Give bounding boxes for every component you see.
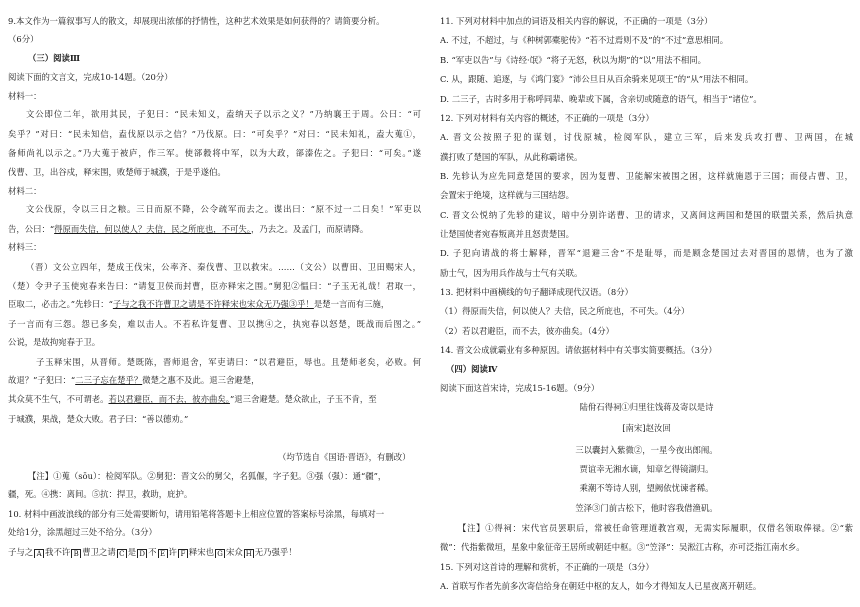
right-line [440, 541, 853, 553]
option-text: 是 [127, 547, 137, 557]
left-line [8, 71, 421, 83]
right-line [440, 382, 853, 394]
left-line [8, 488, 421, 500]
option-box[interactable]: H [245, 550, 252, 558]
line-text: A. 首联写作者先前多次寄信给身在朝廷中枢的友人，如今才得知友人已星夜离开朝廷。 [440, 581, 762, 591]
line-text: 9.本文作为一篇叙事写人的散文，却展现出浓郁的抒情性，这种艺术效果是如何获得的？请简要分析。 [8, 16, 385, 26]
line-text: 13. 把材料中画横线的句子翻译成现代汉语。（8分） [440, 287, 633, 297]
right-line [440, 131, 853, 143]
line-text: 阅读下面的文言文，完成10-14题。（20分） [8, 72, 173, 82]
line-text: 材料一： [8, 91, 42, 101]
left-line [8, 336, 421, 348]
line-text: 10. 材料中画波浪线的部分有三处需要断句，请用铅笔将答题卡上相应位置的答案标号涂黑，每填对一 [8, 509, 385, 519]
underlined-sentence: 二三子忘在楚乎？ [75, 375, 143, 385]
line-text: 材料二： [8, 186, 42, 196]
right-line [446, 363, 853, 375]
line-text: 14. 晋文公成就霸业有多种原因。请依据材料中有关事实简要概括。（3分） [440, 345, 717, 355]
line-text: 臣取二，必击之。”先轸曰：“ [8, 299, 113, 309]
line-text: 处给1分，涂黑超过三处不给分。（3分） [8, 527, 157, 537]
left-line [8, 15, 421, 27]
line-text: 15. 下列对这首诗的理解和赏析，不正确的一项是（3分） [440, 562, 654, 572]
option-box[interactable]: C [117, 549, 127, 558]
line-text: 文公伐原，令以三日之粮。三日而原不降，公令疏军而去之。谍出曰：“原不过一二日矣！”军吏以 [26, 204, 421, 214]
line-tail: 微楚之惠不及此。退三舍避楚， [142, 375, 260, 385]
line-text: A. 晋文公按照子犯的谋划，讨伐原城，检阅军队，建立三军，后来发兵攻打曹、卫两国，在城 [440, 132, 853, 142]
option-text: 宋众 [226, 547, 243, 557]
line-text: 贾谊幸无湘水谪，知章乞得镜湖归。 [579, 464, 714, 474]
left-line [8, 185, 421, 197]
right-line [440, 170, 853, 182]
line-text: C. 晋文公悦纳了先轸的建议，暗中分别许诺曹、卫的请求，又离间这两国和楚国的联盟关系，然后执意 [440, 210, 853, 220]
line-text: 励士气，因为用兵作战与士气有关联。 [440, 268, 583, 278]
right-line [440, 463, 853, 475]
left-line [8, 241, 421, 253]
right-line [440, 482, 853, 494]
line-text: （四）阅读Ⅳ [446, 364, 498, 374]
left-line [8, 166, 421, 178]
line-tail: ”退三舍避楚。楚众欲止，子玉不肯，至 [229, 394, 377, 404]
left-line [8, 33, 421, 45]
left-line [26, 108, 421, 120]
option-box[interactable]: A [34, 549, 44, 558]
option-text: 无乃强乎！ [254, 547, 297, 557]
option-box[interactable]: D [137, 549, 147, 558]
right-line [440, 401, 853, 413]
left-line [278, 451, 421, 463]
right-line [440, 305, 853, 317]
left-line [28, 470, 421, 482]
line-text: 备师尚礼以示之。”乃大蒐于被庐，作三军。使郤縠将中军，以为大政，郤溱佐之。子犯曰：“可矣。”遂 [8, 148, 421, 158]
right-line [440, 502, 853, 514]
line-text: 微”：代指紫微垣，星象中象征帝王居所或朝廷中枢。③“笠泽”：吴淞江古称，亦可泛指江南水乡。 [440, 542, 805, 552]
left-line [8, 128, 421, 140]
option-box[interactable]: E [158, 549, 168, 558]
answer-options-line [8, 546, 421, 558]
line-text: 阅读下面这首宋诗，完成15-16题。（9分） [440, 383, 600, 393]
line-tail: ，乃去之。及孟门，而原请降。 [250, 224, 369, 234]
line-text: B. “军吏以告”与《诗经·氓》“将子无怒，秋以为期”的“以”用法不相同。 [440, 55, 706, 65]
line-text: 三以囊封入紫微②，一星今夜出郎闱。 [575, 445, 718, 455]
line-text: 子一言而有三怨。怨已多矣，难以击人。不若私许复曹、卫以携④之，执宛春以怒楚，既战而后图之。” [8, 319, 421, 329]
line-text: 11. 下列对材料中加点的词语及相关内容的解说，不正确的一项是（3分） [440, 16, 713, 26]
underlined-sentence: 若以君避臣，而不去，彼亦曲矣。 [108, 394, 230, 404]
right-line [440, 444, 853, 456]
line-text: 让楚国使者宛春叛离并且怒责楚国。 [440, 229, 574, 239]
left-line [26, 203, 421, 215]
left-line [8, 413, 421, 425]
line-text: （楚）令尹子玉使宛春来告曰：“请复卫侯而封曹，臣亦释宋之围。”舅犯②愠曰：“子玉无礼哉！君取一， [8, 281, 421, 291]
line-text: 濮打败了楚国的军队，从此称霸诸侯。 [440, 152, 583, 162]
right-line [440, 93, 853, 105]
right-line [440, 344, 853, 356]
line-text: 乘潮不等诗人别，望阙依忧谏者稀。 [579, 483, 714, 493]
line-text: 文公即位二年，欲用其民，子犯曰：“民未知义，盍纳天子以示之义？”乃纳襄王于周。公曰：“可 [26, 109, 421, 119]
line-text: 故退？”子犯曰：“ [8, 375, 76, 385]
right-line [440, 209, 853, 221]
left-line [26, 261, 421, 273]
right-line [440, 34, 853, 46]
left-line [8, 393, 421, 405]
right-line [440, 73, 853, 85]
line-text: 于城濮，果战，楚众大败。君子曰：“善以德劝。” [8, 414, 189, 424]
right-line [440, 325, 853, 337]
line-text: 公说，是故拘宛春于卫。 [8, 337, 101, 347]
line-text: 疆，死。④携：离间。⑤抗：捍卫，救助，庇护。 [8, 489, 193, 499]
line-text: 其众莫不生气，不可谓老。 [8, 394, 109, 404]
line-text: （均节选自《国语·晋语》，有删改） [278, 452, 411, 462]
option-box[interactable]: B [71, 549, 81, 558]
right-line [440, 54, 853, 66]
line-text: （晋）文公立四年，楚成王伐宋，公率齐、秦伐曹、卫以救宋。……（文公）以曹田、卫田赐宋人， [26, 262, 421, 272]
underlined-sentence: 子与之我不许曹卫之请是不许释宋也宋众无乃强③乎！ [112, 299, 314, 309]
line-text: 【注】①得祠：宋代官员罢职后，常被任命管理道教宫观，无需实际履职，仅借名领取俸禄。②“紫 [458, 523, 853, 533]
right-line [440, 228, 853, 240]
left-line [8, 90, 421, 102]
right-line [440, 267, 853, 279]
option-text: 我不许 [45, 547, 71, 557]
option-text: 不 [148, 547, 157, 557]
underlined-sentence: 得原而失信，何以使人？夫信，民之所庇也，不可失。 [54, 224, 251, 234]
left-line [8, 280, 421, 292]
right-line [440, 189, 853, 201]
right-line [440, 247, 853, 259]
line-text: 会置宋于绝境，这样就与三国结怨。 [440, 190, 574, 200]
right-line [440, 286, 853, 298]
option-text: 许 [168, 547, 177, 557]
right-line [458, 522, 853, 534]
option-box[interactable]: G [215, 549, 225, 558]
line-text: D. 子犯向请战的将士解释，晋军“退避三舍”不是耻辱，而是顾念楚国过去对晋国的恩情，也为了激 [440, 248, 853, 258]
line-text: D. 二三子，古时多用于称呼同辈、晚辈或下属，含亲切或随意的语气，相当于“诸位”。 [440, 94, 762, 104]
line-text: 子玉释宋围，从晋师。楚既陈，晋师退舍，军吏请曰：“以君避臣，辱也。且楚师老矣，必败。何 [36, 357, 421, 367]
line-text: （1）得原而失信，何以使人？夫信，民之所庇也，不可失。（4分） [440, 306, 690, 316]
right-line [440, 422, 853, 434]
line-text: （6分） [8, 34, 39, 44]
line-text: [南宋]赵汝回 [622, 423, 671, 433]
line-text: 伐曹、卫，出谷戍，释宋围，败楚师于城濮，于是乎遂伯。 [8, 167, 226, 177]
left-line [8, 526, 421, 538]
line-text: 笠泽③门前古松下，他时容我借渔矶。 [575, 503, 718, 513]
left-line [8, 318, 421, 330]
option-text: 曹卫之请 [82, 547, 116, 557]
right-line [440, 112, 853, 124]
line-text: （三）阅读Ⅲ [28, 53, 81, 63]
line-text: （2）若以君避臣，而不去，彼亦曲矣。（4分） [440, 326, 614, 336]
right-line [440, 561, 853, 573]
line-text: C. 从，跟随、追逐，与《鸿门宴》“沛公旦日从百余骑来见项王”的“从”用法不相同。 [440, 74, 754, 84]
left-line [8, 298, 421, 310]
left-line [8, 508, 421, 520]
option-box[interactable]: F [178, 549, 188, 558]
line-text: 告，公曰：“ [8, 224, 55, 234]
left-line [28, 52, 421, 64]
option-text: 子与之 [8, 547, 34, 557]
line-text: 12. 下列对材料有关内容的概述，不正确的一项是（3分） [440, 113, 654, 123]
line-text: B. 先轸认为应先同意楚国的要求，因为复曹、卫能解宋被围之困，这样就施恩于三国；而侵占曹、卫， [440, 171, 853, 181]
option-text: 释宋也 [188, 547, 214, 557]
line-text: 陆佾石得祠①归里往饯蒋及寄以是诗 [579, 402, 714, 412]
line-text: 矣乎？”对曰：“民未知信，盍伐原以示之信？”乃伐原。曰：“可矣乎？”对曰：“民未知礼，盍大蒐①， [8, 129, 421, 139]
left-line [8, 374, 421, 386]
right-line [440, 580, 853, 592]
left-line [8, 223, 421, 235]
line-text: 【注】①蒐（sōu）：检阅军队。②舅犯：晋文公的舅父，名狐偃，字子犯。③强（强）：通“疆”， [28, 471, 387, 481]
line-text: 材料三： [8, 242, 42, 252]
line-tail: 是楚一言而有三施， [313, 299, 390, 309]
right-line [440, 151, 853, 163]
right-line [440, 15, 853, 27]
left-line [36, 356, 421, 368]
line-text: A. 不过，不超过，与《种树郭橐驼传》“若不过焉则不及”的“不过”意思相同。 [440, 35, 729, 45]
left-line [8, 147, 421, 159]
